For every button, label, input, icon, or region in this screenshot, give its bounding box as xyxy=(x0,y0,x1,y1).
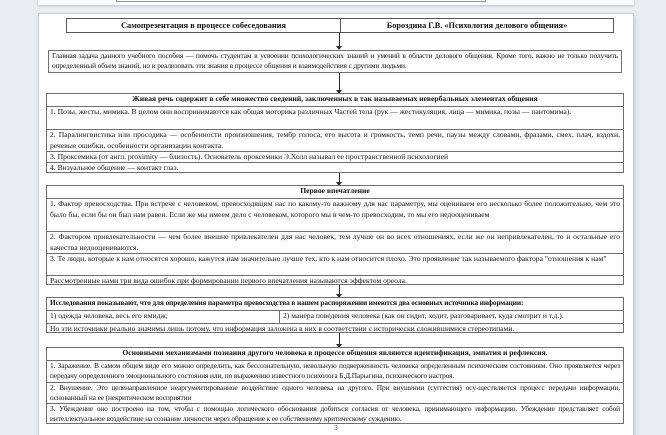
list-item: 3. Проксемика (от англ. proximity — близость). Основатель проксемики Э.Холл называл ее пространственной психологией xyxy=(47,151,623,162)
intro-box xyxy=(48,50,622,73)
page-number: 3 xyxy=(334,423,338,432)
document-page xyxy=(38,13,634,435)
section-mechanisms-title: Основными механизмами познания другого человека в процессе общения являются идентификация, эмпатия и рефлексия. xyxy=(122,348,548,357)
section-first-impression xyxy=(46,185,624,285)
list-item: 1. Заражение. В самом общем виде его можно определить, как бессознательную, невольную подверженность человека определенным психическим состояниям. Оно проявляется через передачу определенного эмоционального состояния или, по выражению известного психолога Б.Д.Парыгина, психического настроя. xyxy=(47,360,623,382)
list-item: 3. Те люди, которые к нам относятся хорошо, кажутся нам значительно лучше тех, кто к нам относится плохо. Это проявление так называемого фактора "отношения к нам" xyxy=(47,253,623,275)
list-item: 1. Позы, жесты, мимика. В целом они воспринимаются как общая моторика различных Частей тела (рук — жестикуляция, лица — мимика, позы — пантомима). xyxy=(47,106,623,129)
section-research-footer: Но эти источники реально значимы лишь потому, что информация заложена в них в соответствии с исторически сложившимися стереотипами. xyxy=(47,323,623,334)
list-item: 2. Паралингвистика или просодика — особенности произношения, тембр голоса, его высота и громкость, темп речи, паузы между словами, фразами, смех, плач, вздохи, речевые ошибки, особенности организации контакта. xyxy=(47,129,623,151)
connector-arrow-5 xyxy=(339,333,340,347)
connector-arrow-1 xyxy=(339,33,340,49)
intro-text: Главная задача данного учебного пособия — помочь студентам в усвоении психологических знаний и умений в области делового общения. Кроме того, важно не только получить определенный объем знаний, но и реализовать эти знания в процессе общения и взаимодействия с другими людьми. xyxy=(52,51,618,71)
section-research xyxy=(46,297,624,333)
list-item: 3. Убеждение оно построено на том, чтобы с помощью логического обоснования добиться согласия от человека, принимающего информацию. Убеждение представляет собой интеллектуальное воздействие на сознание личности через обращение к ее собственному критическому суждению. xyxy=(47,403,623,424)
previous-page-table-fragment xyxy=(116,0,486,2)
list-item: 1. Фактор превосходства. При встрече с человеком, превосходящим нас по какому-то важному для нас параметру, мы оцениваем его несколько более положительно, чем это было бы, если бы он был нам равен. Если же мы имеем дело с человеком, которого мы в чем-то превосходим, то мы его недооцениваем xyxy=(47,198,623,231)
list-item: 2. Фактором привлекательности — чем более внешне привлекателен для нас человек, тем лучше он во всех отношениях, если же он непривлекателен, то и остальные его качества недооцениваются. xyxy=(47,231,623,253)
section-nonverbal-title: Живая речь содержит в себе множество сведений, заключенных в так называемых невербальных элементах общения xyxy=(132,94,538,103)
title-cell-topic: Самопрезентация в процессе собеседования xyxy=(121,21,286,30)
previous-page-fragment xyxy=(38,0,634,5)
section-first-impression-title: Первое впечатление xyxy=(300,186,370,195)
research-source-1: 1) одежда человека, весь его имидж; xyxy=(50,311,168,320)
section-first-impression-footer: Рассмотренные нами три вида ошибок при формировании первого впечатления называются эффектом ореола. xyxy=(47,275,623,286)
title-cell-source: Бороздина Г.В. «Психология делового общения» xyxy=(340,19,613,32)
section-mechanisms xyxy=(46,347,624,424)
section-nonverbal xyxy=(46,93,624,173)
connector-arrow-4 xyxy=(339,285,340,297)
research-source-2: 2) манера поведения человека (как он сидит, ходит, разговаривает, куда смотрит и т.д.). xyxy=(279,311,623,323)
list-item: 2. Внушение. Это целенаправленное неаргументированное воздействие одного человека на другого. При внушении (суггестия) осу-ществляется процесс передачи информации, основанный на ее (некритическом восприятии xyxy=(47,382,623,403)
connector-arrow-3 xyxy=(339,173,340,185)
title-table xyxy=(66,18,614,33)
section-research-title: Исследования показывают, что для определения параметра превосходства в нашем распоряжении имеются два основных источника информации: xyxy=(50,298,524,307)
connector-arrow-2 xyxy=(339,73,340,93)
section-research-columns xyxy=(47,310,623,323)
list-item: 4. Визуальное общение — контакт глаз. xyxy=(47,162,623,173)
